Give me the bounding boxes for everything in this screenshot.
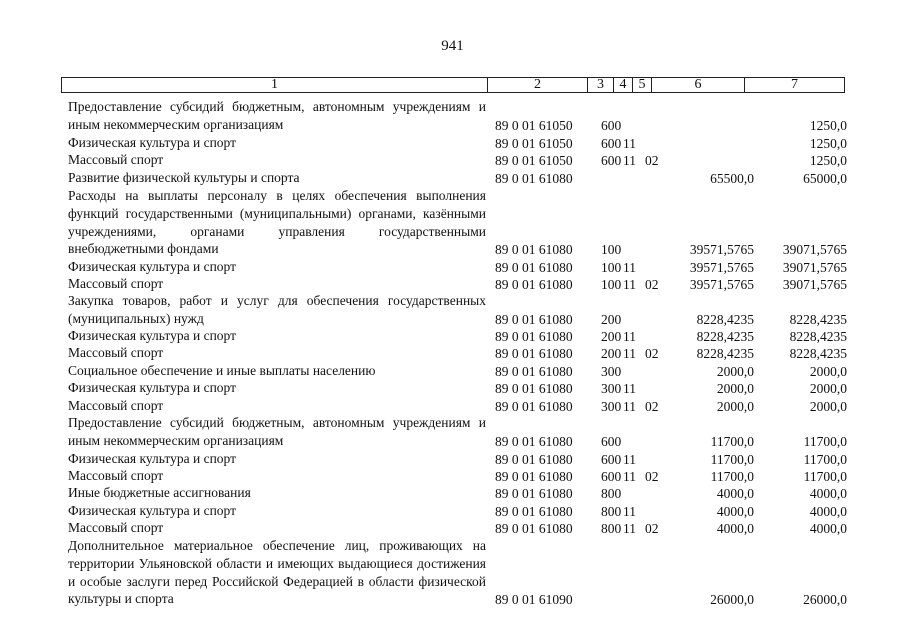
cell-c4: 11 (623, 381, 636, 396)
header-col-7: 7 (791, 77, 798, 92)
cell-c4: 11 (623, 399, 636, 414)
cell-c6: 11700,0 (710, 469, 754, 484)
row-description: Физическая культура и спорт (68, 451, 237, 466)
cell-c3: 200 (601, 346, 622, 361)
header-col-2: 2 (488, 78, 588, 92)
row-description: Иные бюджетные ассигнования (68, 485, 251, 500)
cell-c3: 600 (601, 469, 622, 484)
row-description: Физическая культура и спорт (68, 380, 237, 395)
row-description: Физическая культура и спорт (68, 503, 237, 518)
cell-c7: 4000,0 (809, 521, 847, 536)
cell-c6: 65500,0 (710, 171, 754, 186)
cell-c2: 89 0 01 61050 (495, 153, 573, 168)
cell-c7: 11700,0 (803, 452, 847, 467)
cell-c4: 11 (623, 346, 636, 361)
cell-c6: 2000,0 (716, 364, 754, 379)
cell-c6: 39571,5765 (689, 242, 754, 258)
cell-c3: 300 (601, 364, 622, 379)
cell-c7: 8228,4235 (789, 311, 847, 327)
cell-c6: 11700,0 (710, 433, 754, 449)
cell-c7: 8228,4235 (789, 346, 847, 361)
cell-c5: 02 (645, 469, 659, 484)
cell-c2: 89 0 01 61080 (495, 364, 573, 379)
cell-c2: 89 0 01 61080 (495, 381, 573, 396)
page-number: 941 (441, 38, 464, 54)
row-description: Расходы на выплаты персоналу в целях обеспечения выполнения функций государственными (муниципальными) органами, казёнными учреждениями, органами управления государственными внебюджетными фондами (68, 188, 486, 257)
cell-c4: 11 (623, 329, 636, 344)
row-description: Массовый спорт (68, 520, 164, 535)
cell-c3: 300 (601, 381, 622, 396)
cell-c4: 11 (623, 277, 636, 292)
cell-c6: 2000,0 (716, 399, 754, 414)
cell-c2: 89 0 01 61080 (495, 311, 573, 327)
header-col-4: 4 (614, 78, 633, 92)
cell-c2: 89 0 01 61080 (495, 260, 573, 275)
row-description: Социальное обеспечение и иные выплаты населению (68, 363, 376, 378)
cell-c4: 11 (623, 452, 636, 467)
cell-c3: 100 (601, 260, 622, 275)
row-description: Массовый спорт (68, 152, 164, 167)
cell-c3: 600 (601, 452, 622, 467)
cell-c2: 89 0 01 61080 (495, 486, 573, 501)
cell-c5: 02 (645, 153, 659, 168)
cell-c6: 8228,4235 (696, 311, 754, 327)
cell-c7: 39071,5765 (782, 260, 847, 275)
cell-c4: 11 (623, 136, 636, 151)
cell-c3: 100 (601, 277, 622, 292)
cell-c3: 200 (601, 329, 622, 344)
row-description: Массовый спорт (68, 276, 164, 291)
cell-c7: 11700,0 (803, 469, 847, 484)
cell-c7: 2000,0 (809, 364, 847, 379)
cell-c3: 800 (601, 504, 622, 519)
cell-c6: 4000,0 (716, 486, 754, 501)
cell-c7: 8228,4235 (789, 329, 847, 344)
cell-c2: 89 0 01 61080 (495, 504, 573, 519)
cell-c3: 600 (601, 433, 622, 449)
cell-c6: 8228,4235 (696, 346, 754, 361)
cell-c5: 02 (645, 399, 659, 414)
cell-c7: 39071,5765 (782, 277, 847, 292)
cell-c2: 89 0 01 61080 (495, 399, 573, 414)
cell-c7: 2000,0 (809, 399, 847, 414)
header-col-1: 1 (62, 78, 488, 92)
cell-c3: 800 (601, 521, 622, 536)
cell-c6: 8228,4235 (696, 329, 754, 344)
cell-c5: 02 (645, 521, 659, 536)
cell-c7: 4000,0 (809, 504, 847, 519)
cell-c3: 200 (601, 311, 622, 327)
cell-c2: 89 0 01 61080 (495, 171, 573, 186)
cell-c2: 89 0 01 61050 (495, 136, 573, 151)
cell-c2: 89 0 01 61080 (495, 277, 573, 292)
header-col-3: 3 (588, 78, 614, 92)
row-description: Предоставление субсидий бюджетным, автономным учреждениям и иным некоммерческим организациям (68, 99, 486, 132)
cell-c2: 89 0 01 61080 (495, 452, 573, 467)
cell-c4: 11 (623, 521, 636, 536)
cell-c6: 26000,0 (710, 592, 754, 608)
cell-c2: 89 0 01 61080 (495, 242, 573, 258)
header-col-6: 6 (652, 78, 745, 92)
cell-c7: 1250,0 (809, 136, 847, 151)
cell-c3: 600 (601, 117, 622, 133)
cell-c2: 89 0 01 61080 (495, 346, 573, 361)
table-header (61, 77, 845, 93)
cell-c7: 11700,0 (803, 433, 847, 449)
row-description: Физическая культура и спорт (68, 135, 237, 150)
row-description: Дополнительное материальное обеспечение лиц, проживающих на территории Ульяновской области и имеющих выдающиеся достижения и особые заслуги перед Российской Федерацией в области физической культуры и спорта (68, 538, 486, 607)
row-description: Закупка товаров, работ и услуг для обеспечения государственных (муниципальных) нужд (68, 293, 486, 326)
cell-c6: 11700,0 (710, 452, 754, 467)
cell-c2: 89 0 01 61080 (495, 469, 573, 484)
cell-c2: 89 0 01 61050 (495, 117, 573, 133)
cell-c7: 65000,0 (803, 171, 847, 186)
cell-c5: 02 (645, 277, 659, 292)
cell-c6: 2000,0 (716, 381, 754, 396)
row-description: Развитие физической культуры и спорта (68, 170, 300, 185)
cell-c7: 26000,0 (803, 592, 847, 608)
cell-c3: 800 (601, 486, 622, 501)
cell-c3: 100 (601, 242, 622, 258)
cell-c7: 4000,0 (809, 486, 847, 501)
cell-c4: 11 (623, 260, 636, 275)
cell-c7: 2000,0 (809, 381, 847, 396)
cell-c6: 4000,0 (716, 521, 754, 536)
row-description: Массовый спорт (68, 468, 164, 483)
cell-c2: 89 0 01 61080 (495, 329, 573, 344)
row-description: Массовый спорт (68, 398, 164, 413)
row-description: Физическая культура и спорт (68, 259, 237, 274)
cell-c4: 11 (623, 153, 636, 168)
cell-c3: 600 (601, 153, 622, 168)
cell-c4: 11 (623, 504, 636, 519)
cell-c6: 4000,0 (716, 504, 754, 519)
cell-c6: 39571,5765 (689, 260, 754, 275)
cell-c7: 39071,5765 (782, 242, 847, 258)
row-description: Массовый спорт (68, 345, 164, 360)
row-description: Предоставление субсидий бюджетным, автономным учреждениям и иным некоммерческим организациям (68, 415, 486, 448)
cell-c4: 11 (623, 469, 636, 484)
cell-c2: 89 0 01 61090 (495, 592, 573, 608)
cell-c7: 1250,0 (809, 153, 847, 168)
cell-c3: 600 (601, 136, 622, 151)
cell-c6: 39571,5765 (689, 277, 754, 292)
cell-c2: 89 0 01 61080 (495, 433, 573, 449)
cell-c3: 300 (601, 399, 622, 414)
row-description: Физическая культура и спорт (68, 328, 237, 343)
header-col-5: 5 (633, 78, 652, 92)
cell-c5: 02 (645, 346, 659, 361)
cell-c2: 89 0 01 61080 (495, 521, 573, 536)
cell-c7: 1250,0 (809, 117, 847, 133)
